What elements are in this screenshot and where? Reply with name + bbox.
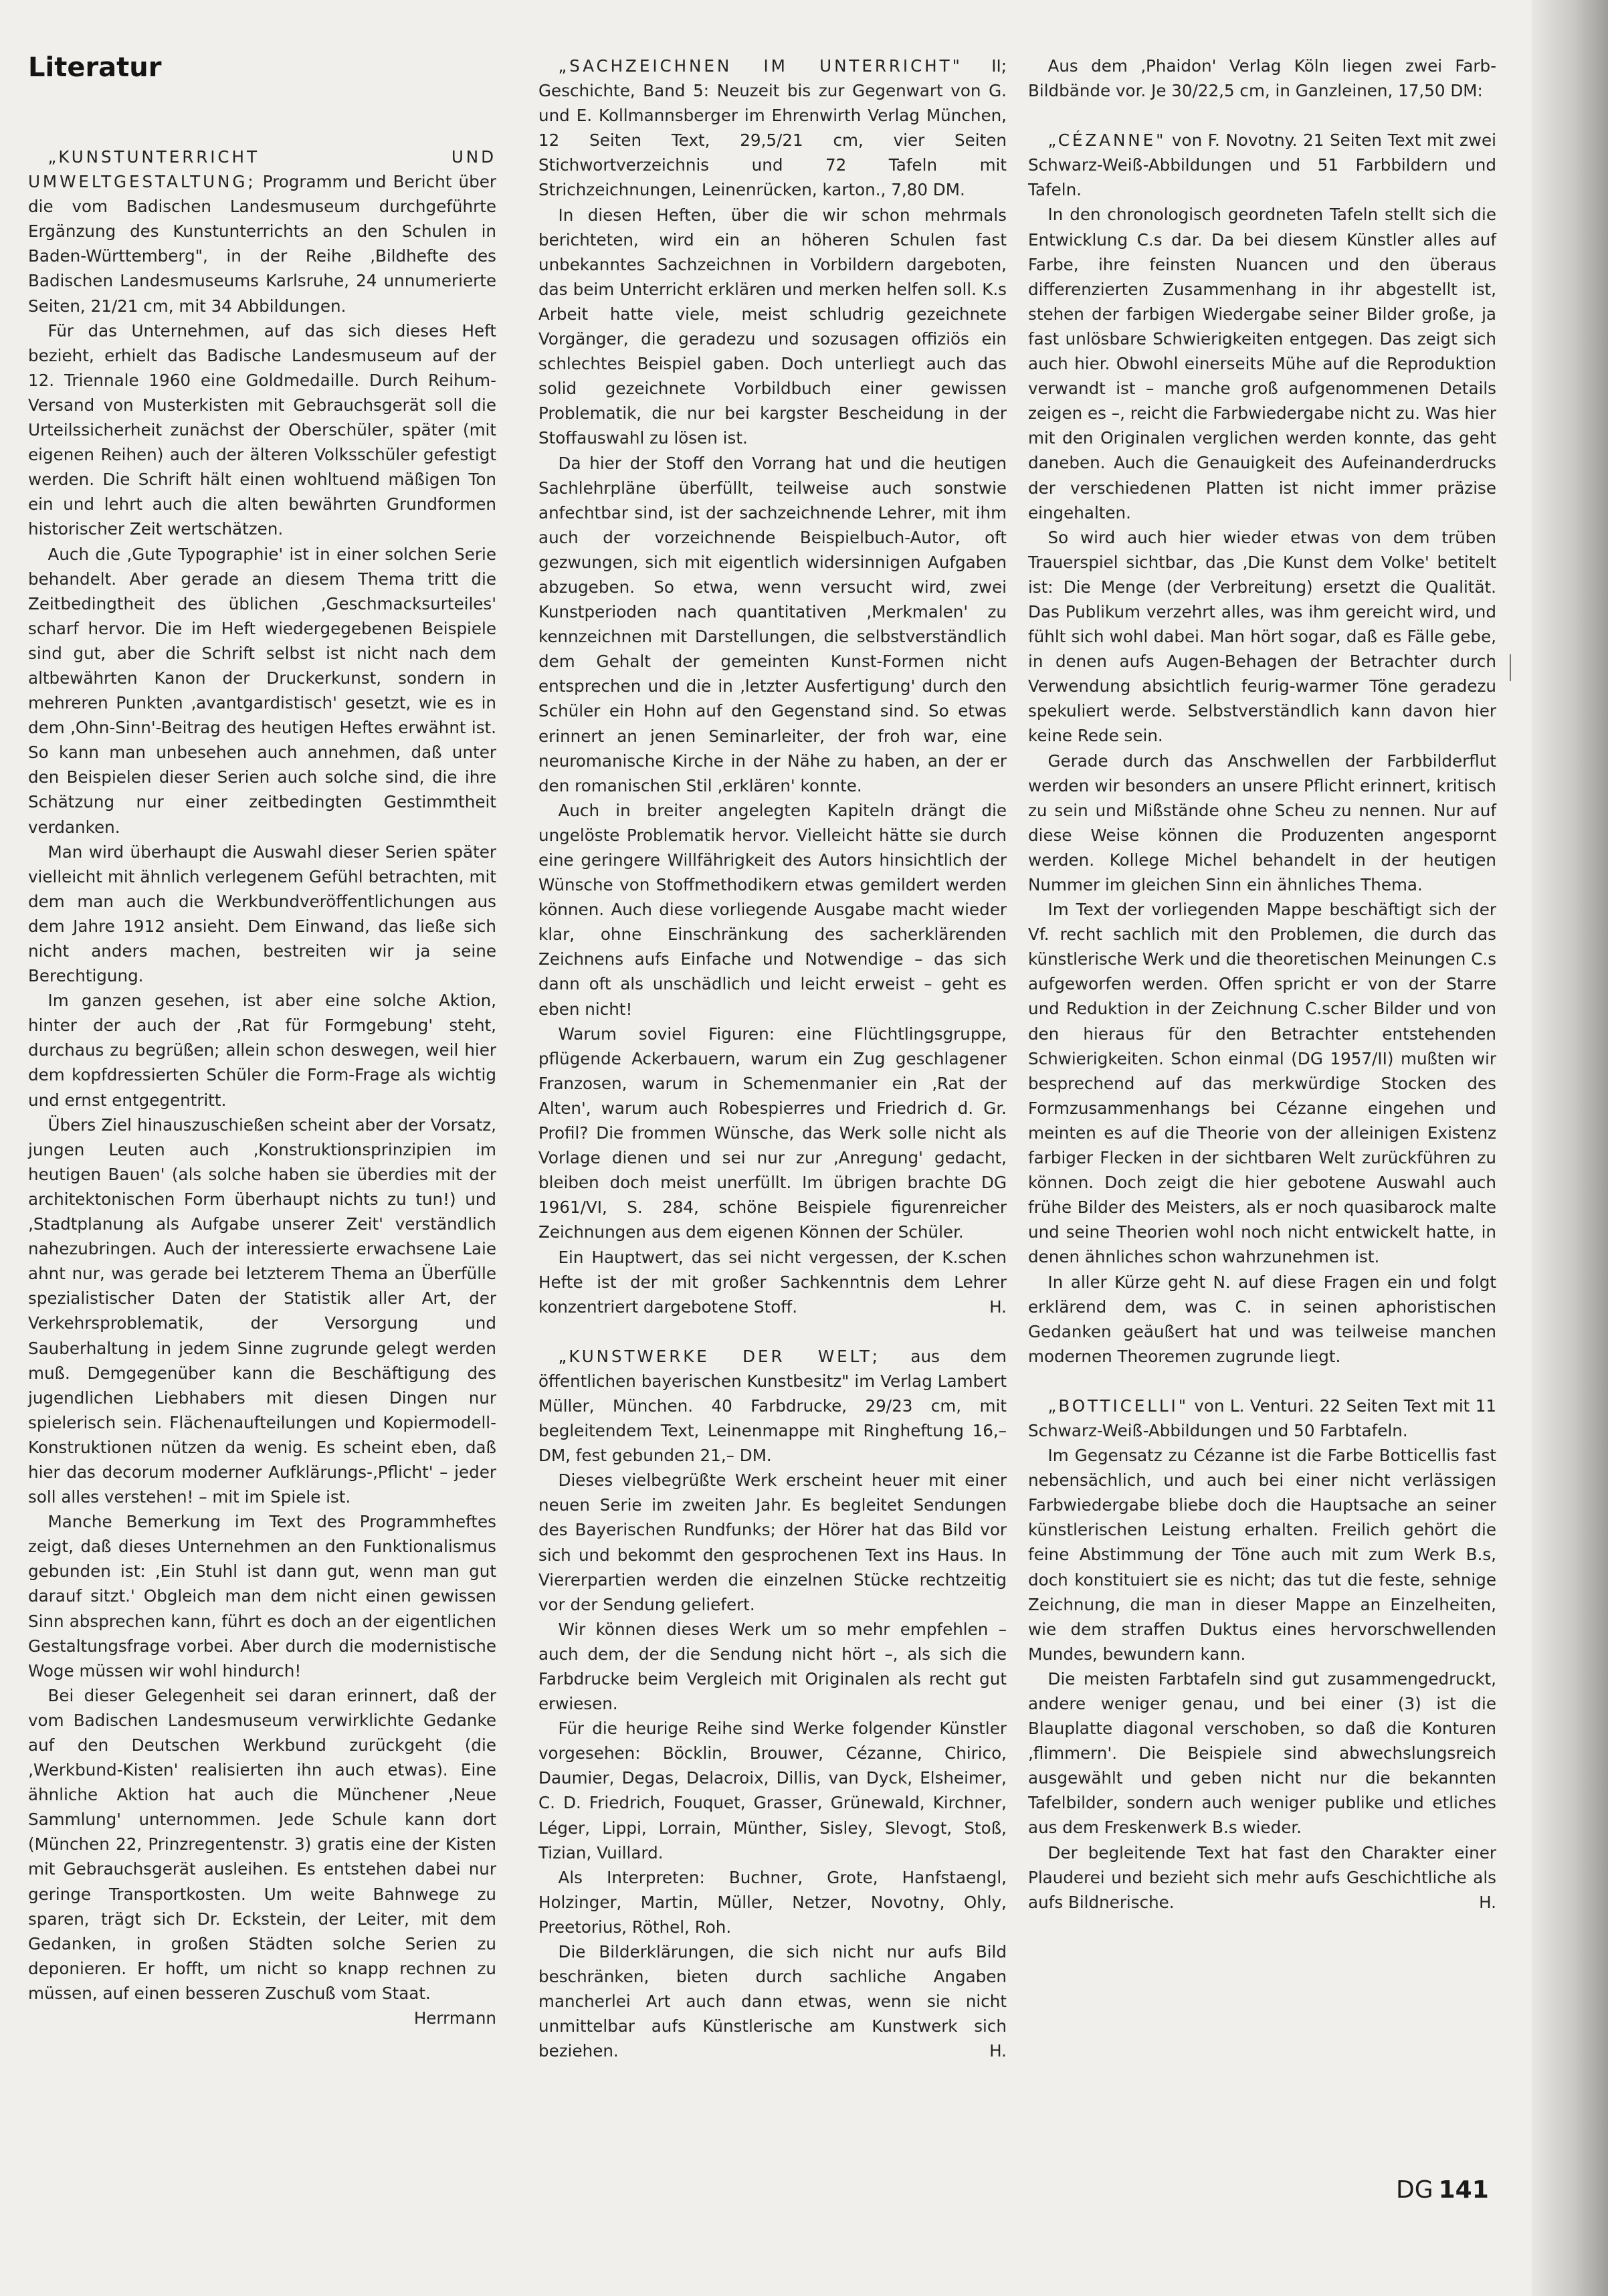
- review-4-paragraph: In aller Kürze geht N. auf diese Fragen ein und folgt erklärend dem, was C. in seinen aphoristischen Gedanken geäußert hat und was teilweise manchen modernen Theoremen zugrunde liegt.: [1028, 1272, 1496, 1366]
- review-5-paragraph: Die meisten Farbtafeln sind gut zusammengedruckt, andere weniger genau, und bei einer (3) ist die Blauplatte diagonal verschoben, so daß die Konturen ‚flimmern'. Die Beispiele sind abwechslungsreich ausgewählt und geben nicht nur die bekannten Tafelbilder, sondern auch weniger publike und etliches aus dem Freskenwerk B.s wieder.: [1028, 1668, 1496, 1838]
- review-4-paragraph: Gerade durch das Anschwellen der Farbbilderflut werden wir besonders an unsere Pflicht erinnert, kritisch zu sein und Mißstände ohne Scheu zu nennen. Nur auf diese Weise können die Produzenten angespornt werden. Kollege Michel behandelt in der heutigen Nummer im gleichen Sinn ein ähnliches Thema.: [1028, 751, 1496, 894]
- review-4-paragraph: Im Text der vorliegenden Mappe beschäftigt sich der Vf. recht sachlich mit den Problemen, die durch das künstlerische Werk und die theoretischen Meinungen C.s aufgeworfen werden. Offen spricht er von der Starre und Reduktion in der Zeichnung C.scher Bilder und von den hieraus für den Betrachter entstehenden Schwierigkeiten. Schon einmal (DG 1957/II) mußten wir besprechend auf das merkwürdige Stocken des Formzusammenhangs bei Cézanne eingehen und meinten es auf die Theorie von der alleinigen Existenz farbiger Flecken in der sichtbaren Welt zurückführen zu können. Doch zeigt die hier gebotene Auswahl auch frühe Bilder des Meisters, als er noch quasibarock malte und seine Theorien wohl noch nicht entwickelt hatte, in denen ähnliches schon wahrzunehmen ist.: [1028, 900, 1497, 1267]
- review-5-paragraph: Im Gegensatz zu Cézanne ist die Farbe Botticellis fast nebensächlich, und auch bei einer nicht verlässigen Farbwiedergabe bliebe doch die Hauptsache an seiner künstlerischen Leistung erhalten. Freilich gehört die feine Abstimmung der Töne auch mit zum Werk B.s, doch konstituiert sie es nicht; das tut die feste, sehnige Zeichnung, die man in dieser Mappe an Einzelheiten, wie dem straffen Duktus eines hervorschwellenden Mundes, bewundern kann.: [1028, 1446, 1496, 1664]
- review-1-signature: Herrmann: [413, 2008, 496, 2028]
- review-4-paragraph: In den chronologisch geordneten Tafeln stellt sich die Entwicklung C.s dar. Da bei diesem Künstler alles auf Farbe, ihre feinsten Nuancen und den überaus differenzierten Zusammenhang in ihr abgestellt ist, stehen der farbigen Wiedergabe seiner Bilder große, ja fast unlösbare Schwierigkeiten entgegen. Das zeigt sich auch hier. Obwohl einerseits Mühe auf die Reproduktion verwandt ist – manche groß aufgenommenen Details zeigen es –, reicht die Farbwiedergabe nicht zu. Was hier mit den Originalen verglichen werden konnte, das geht daneben. Auch die Genauigkeit des Aufeinanderdrucks der verschiedenen Platten ist nicht immer präzise eingehalten.: [1028, 205, 1496, 522]
- page-number: 141: [1438, 2176, 1489, 2204]
- review-3-paragraph: Für die heurige Reihe sind Werke folgender Künstler vorgesehen: Böcklin, Brouwer, Cézanne, Chirico, Daumier, Degas, Delacroix, Dillis, van Dyck, Elsheimer, C. D. Friedrich, Fouquet, Grasser, Grünewald, Kirchner, Léger, Lippi, Lorrain, Münther, Sisley, Slevogt, Stoß, Tizian, Vuillard.: [538, 1719, 1007, 1862]
- review-1-intro: „KUNSTUNTERRICHT UND UMWELTGESTALTUNG; Programm und Bericht über die vom Badischen Landesmuseum durchgeführte Ergänzung des Kunstunterrichts an den Schulen in Baden-Württemberg", in der Reihe ‚Bildhefte des Badischen Landesmuseums Karlsruhe, 24 unnumerierte Seiten, 21/21 cm, mit 34 Abbildungen.: [28, 147, 496, 316]
- review-5-paragraph: Der begleitende Text hat fast den Charakter einer Plauderei und bezieht sich mehr aufs Geschichtliche als aufs Bildnerische. H.: [1028, 1840, 1496, 1915]
- section-heading: Literatur: [28, 52, 162, 83]
- review-5-intro: „BOTTICELLI" von L. Venturi. 22 Seiten Text mit 11 Schwarz-Weiß-Abbildungen und 50 Farbtafeln.: [1028, 1396, 1496, 1440]
- review-1-paragraph: Auch die ‚Gute Typographie' ist in einer solchen Serie behandelt. Aber gerade an diesem Thema tritt die Zeitbedingtheit des üblichen ‚Geschmacksurteiles' scharf hervor. Die im Heft wiedergegebenen Beispiele sind gut, aber die Schrift selbst ist nicht nach dem altbewährten Kanon der Druckerkunst, sondern in mehreren Punkten ‚avantgardistisch' gesetzt, wie es in dem ‚Ohn-Sinn'-Beitrag des heutigen Heftes erwähnt ist. So kann man unbesehen auch annehmen, daß unter den Beispielen dieser Serien auch solche sind, die ihre Schätzung nur einer zeitbedingten Gestimmtheit verdanken.: [28, 544, 496, 837]
- page-edge-shadow: [1532, 0, 1608, 2296]
- review-5-title: „BOTTICELLI": [1047, 1396, 1189, 1416]
- review-3-title: „KUNSTWERKE DER WELT;: [558, 1346, 881, 1366]
- review-3-intro: „KUNSTWERKE DER WELT; aus dem öffentlichen bayerischen Kunstbesitz" im Verlag Lambert Müller, München. 40 Farbdrucke, 29/23 cm, mit begleitendem Text, Leinenmappe mit Ringheftung 16,– DM, fest gebunden 21,– DM.: [538, 1346, 1007, 1466]
- column-2: [538, 54, 1007, 2064]
- review-3-paragraph: Wir können dieses Werk um so mehr empfehlen – auch dem, der die Sendung nicht hört –, als sich die Farbdrucke beim Vergleich mit Originalen als recht gut erwiesen.: [538, 1619, 1007, 1714]
- review-1-paragraph: Im ganzen gesehen, ist aber eine solche Aktion, hinter der auch der ‚Rat für Formgebung' steht, durchaus zu begrüßen; allein schon deswegen, weil hier dem kopfdressierten Schüler die Form-Frage als wichtig und ernst entgegentritt.: [28, 991, 496, 1110]
- review-1-paragraph: Für das Unternehmen, auf das sich dieses Heft bezieht, erhielt das Badische Landesmuseum auf der 12. Triennale 1960 eine Goldmedaille. Durch Reihum-Versand von Musterkisten mit Gebrauchsgerät soll die Urteilssicherheit zunächst der Oberschüler, später (mit eigenen Reihen) auch der älteren Volksschüler gefestigt werden. Die Schrift hält einen wohltuend mäßigen Ton ein und lehrt auch die alten bewährten Grundformen historischer Zeit wertschätzen.: [28, 320, 496, 539]
- review-5-signature: H.: [1479, 1892, 1496, 1912]
- review-3-paragraph: Als Interpreten: Buchner, Grote, Hanfstaengl, Holzinger, Martin, Müller, Netzer, Novotny, Ohly, Preetorius, Röthel, Roh.: [538, 1867, 1007, 1937]
- review-3-signature: H.: [989, 2041, 1007, 2061]
- review-2-signature: H.: [989, 1297, 1007, 1317]
- phaidon-intro: Aus dem ‚Phaidon' Verlag Köln liegen zwei Farb-Bildbände vor. Je 30/22,5 cm, in Ganzleinen, 17,50 DM:: [1028, 56, 1496, 101]
- review-2-paragraph: Da hier der Stoff den Vorrang hat und die heutigen Sachlehrpläne überfüllt, teilweise auch sonstwie anfechtbar sind, ist der sachzeichnende Lehrer, mit ihm auch der vorzeichnende Beispielbuch-Autor, oft gezwungen, sich mit eigentlich widersinnigen Aufgaben abzugeben. So etwa, wenn versucht wird, zwei Kunstperioden nach quantitativen ‚Merkmalen' zu kennzeichnen mit Darstellungen, die selbstverständlich dem Gehalt der gemeinten Kunst-Formen nicht entsprechen und die in ‚letzter Ausfertigung' durch den Schüler ein Hohn auf den Gegenstand sind. So etwas erinnert an jenen Seminarleiter, der froh war, eine neuromanische Kirche in der Nähe zu haben, an der er den romanischen Stil ‚erklären' konnte.: [538, 453, 1007, 795]
- review-1-paragraph: Manche Bemerkung im Text des Programmheftes zeigt, daß dieses Unternehmen an den Funktionalismus gebunden ist: ‚Ein Stuhl ist dann gut, wenn man gut darauf sitzt.' Obgleich man dem nicht einen gewissen Sinn absprechen kann, führt es doch an der eigentlichen Gestaltungsfrage vorbei. Aber durch die modernistische Woge müssen wir wohl hindurch!: [28, 1512, 496, 1681]
- review-2-paragraph: Auch in breiter angelegten Kapiteln drängt die ungelöste Problematik hervor. Vielleicht hätte sie durch eine geringere Willfährigkeit des Autors hinsichtlich der Wünsche von Stoffmethodikern etwas gemildert werden können. Auch diese vorliegende Ausgabe macht wieder klar, ohne Einschränkung des sacherklärenden Zeichnens aufs Einfache und Notwendige – das sich dann oft als unschädlich und leicht erweist – geht es eben nicht!: [538, 800, 1007, 1019]
- review-1-paragraph: Bei dieser Gelegenheit sei daran erinnert, daß der vom Badischen Landesmuseum verwirklichte Gedanke auf den Deutschen Werkbund zurückgeht (die ‚Werkbund-Kisten' realisierten ihn auch etwas). Eine ähnliche Aktion hat auch die Münchener ‚Neue Sammlung' unternommen. Jede Schule kann dort (München 22, Prinzregentenstr. 3) gratis eine der Kisten mit Gebrauchsgerät ausleihen. Es entstehen dabei nur geringe Transportkosten. Um weite Bahnwege zu sparen, trägt sich Dr. Eckstein, der Leiter, mit dem Gedanken, in großen Städten solche Serien zu deponieren. Er hofft, um nicht so knapp rechnen zu müssen, auf einen besseren Zuschuß vom Staat. Herrmann: [28, 1683, 496, 2006]
- page-footer: [1396, 2176, 1489, 2204]
- review-2-paragraph: Ein Hauptwert, das sei nicht vergessen, der K.schen Hefte ist der mit großer Sachkenntnis dem Lehrer konzentriert dargebotene Stoff. H.: [538, 1245, 1007, 1319]
- review-4-intro: „CÉZANNE" von F. Novotny. 21 Seiten Text mit zwei Schwarz-Weiß-Abbildungen und 51 Farbbildern und Tafeln.: [1028, 130, 1496, 200]
- review-1-paragraph: Man wird überhaupt die Auswahl dieser Serien später vielleicht mit ähnlich verlegenem Gefühl betrachten, mit dem man auch die Werkbundveröffentlichungen aus dem Jahre 1912 ansieht. Dem Einwand, das ließe sich nicht anders machen, bestreiten wir ja seine Berechtigung.: [28, 842, 496, 986]
- review-2-paragraph: Warum soviel Figuren: eine Flüchtlingsgruppe, pflügende Ackerbauern, warum ein Zug geschlagener Franzosen, warum in Schemenmanier ein ‚Rat der Alten', warum auch Robespierres und Friedrich d. Gr. Profil? Die frommen Wünsche, das Werk solle nicht als Vorlage dienen und sei nur zur ‚Anregung' gedacht, bleiben doch meist unerfüllt. Im übrigen brachte DG 1961/VI, S. 284, schöne Beispiele figurenreicher Zeichnungen aus dem eigenen Können der Schüler.: [538, 1024, 1007, 1242]
- review-4-title: „CÉZANNE": [1047, 130, 1167, 151]
- margin-mark: [1510, 654, 1511, 681]
- review-2-title: „SACHZEICHNEN IM UNTERRICHT": [558, 56, 963, 76]
- review-3-paragraph: Die Bilderklärungen, die sich nicht nur aufs Bild beschränken, bieten durch sachliche Angaben mancherlei Art auch dann etwas, wenn sie nicht unmittelbar aufs Künstlerische am Kunstwerk sich beziehen. H.: [538, 1939, 1007, 2063]
- journal-abbreviation: DG: [1396, 2176, 1433, 2204]
- column-3: [1028, 54, 1496, 1915]
- review-2-paragraph: In diesen Heften, über die wir schon mehrmals berichteten, wird ein an höheren Schulen fast unbekanntes Sachzeichnen in Vorbildern dargeboten, das beim Unterricht erklären und merken helfen soll. K.s Arbeit hatte viele, meist schludrig gezeichnete Vorgänger, die geradezu und sozusagen offiziös ein schlechtes Beispiel gaben. Doch unterliegt auch das solid gezeichnete Vorbildbuch einer gewissen Problematik, die nur bei kargster Bescheidung in der Stoffauswahl zu lösen ist.: [538, 205, 1007, 448]
- review-1-paragraph: Übers Ziel hinauszuschießen scheint aber der Vorsatz, jungen Leuten auch ‚Konstruktionsprinzipien im heutigen Bauen' (als solche haben sie überdies mit der architektonischen Form überhaupt nichts zu tun!) und ‚Stadtplanung als Aufgabe unserer Zeit' verständlich nahezubringen. Auch der interessierte erwachsene Laie ahnt nur, was gerade bei letzterem Thema an Überfülle spezialistischer Daten der Statistik aller Art, der Verkehrsproblematik, der Versorgung und Sauberhaltung in jedem Sinne zugrunde gelegt werden muß. Demgegenüber kann die Beschäftigung des jugendlichen Liebhabers mit diesen Dingen nur spielerisch sein. Flächenaufteilungen und Kopiermodell-Konstruktionen nützen da wenig. Es scheint eben, daß hier das decorum moderner Aufklärungs-‚Pflicht' – jeder soll alles verstehen! – mit im Spiele ist.: [28, 1115, 496, 1507]
- review-4-paragraph: So wird auch hier wieder etwas von dem trüben Trauerspiel sichtbar, das ‚Die Kunst dem Volke' betitelt ist: Die Menge (der Verbreitung) ersetzt die Qualität. Das Publikum verzehrt alles, was ihm gereicht wird, und fühlt sich wohl dabei. Man hört sogar, daß es Fälle gebe, in denen aufs Augen-Behagen der Betrachter durch Verwendung absichtlich feurig-warmer Töne geradezu spekuliert werde. Selbstverständlich kann davon hier keine Rede sein.: [1028, 527, 1496, 746]
- review-2-intro: „SACHZEICHNEN IM UNTERRICHT" II; Geschichte, Band 5: Neuzeit bis zur Gegenwart von G. und E. Kollmannsberger im Ehrenwirth Verlag München, 12 Seiten Text, 29,5/21 cm, vier Seiten Stichwortverzeichnis und 72 Tafeln mit Strichzeichnungen, Leinenrücken, karton., 7,80 DM.: [538, 56, 1007, 200]
- review-1-title: „KUNSTUNTERRICHT UND UMWELTGESTALTUNG;: [28, 147, 496, 192]
- column-1: [28, 145, 496, 2030]
- review-3-paragraph: Dieses vielbegrüßte Werk erscheint heuer mit einer neuen Serie im zweiten Jahr. Es begleitet Sendungen des Bayerischen Rundfunks; der Hörer hat das Bild vor sich und bekommt den gesprochenen Text ins Haus. In Viererpartien werden die einzelnen Stücke rechtzeitig vor der Sendung geliefert.: [538, 1470, 1007, 1614]
